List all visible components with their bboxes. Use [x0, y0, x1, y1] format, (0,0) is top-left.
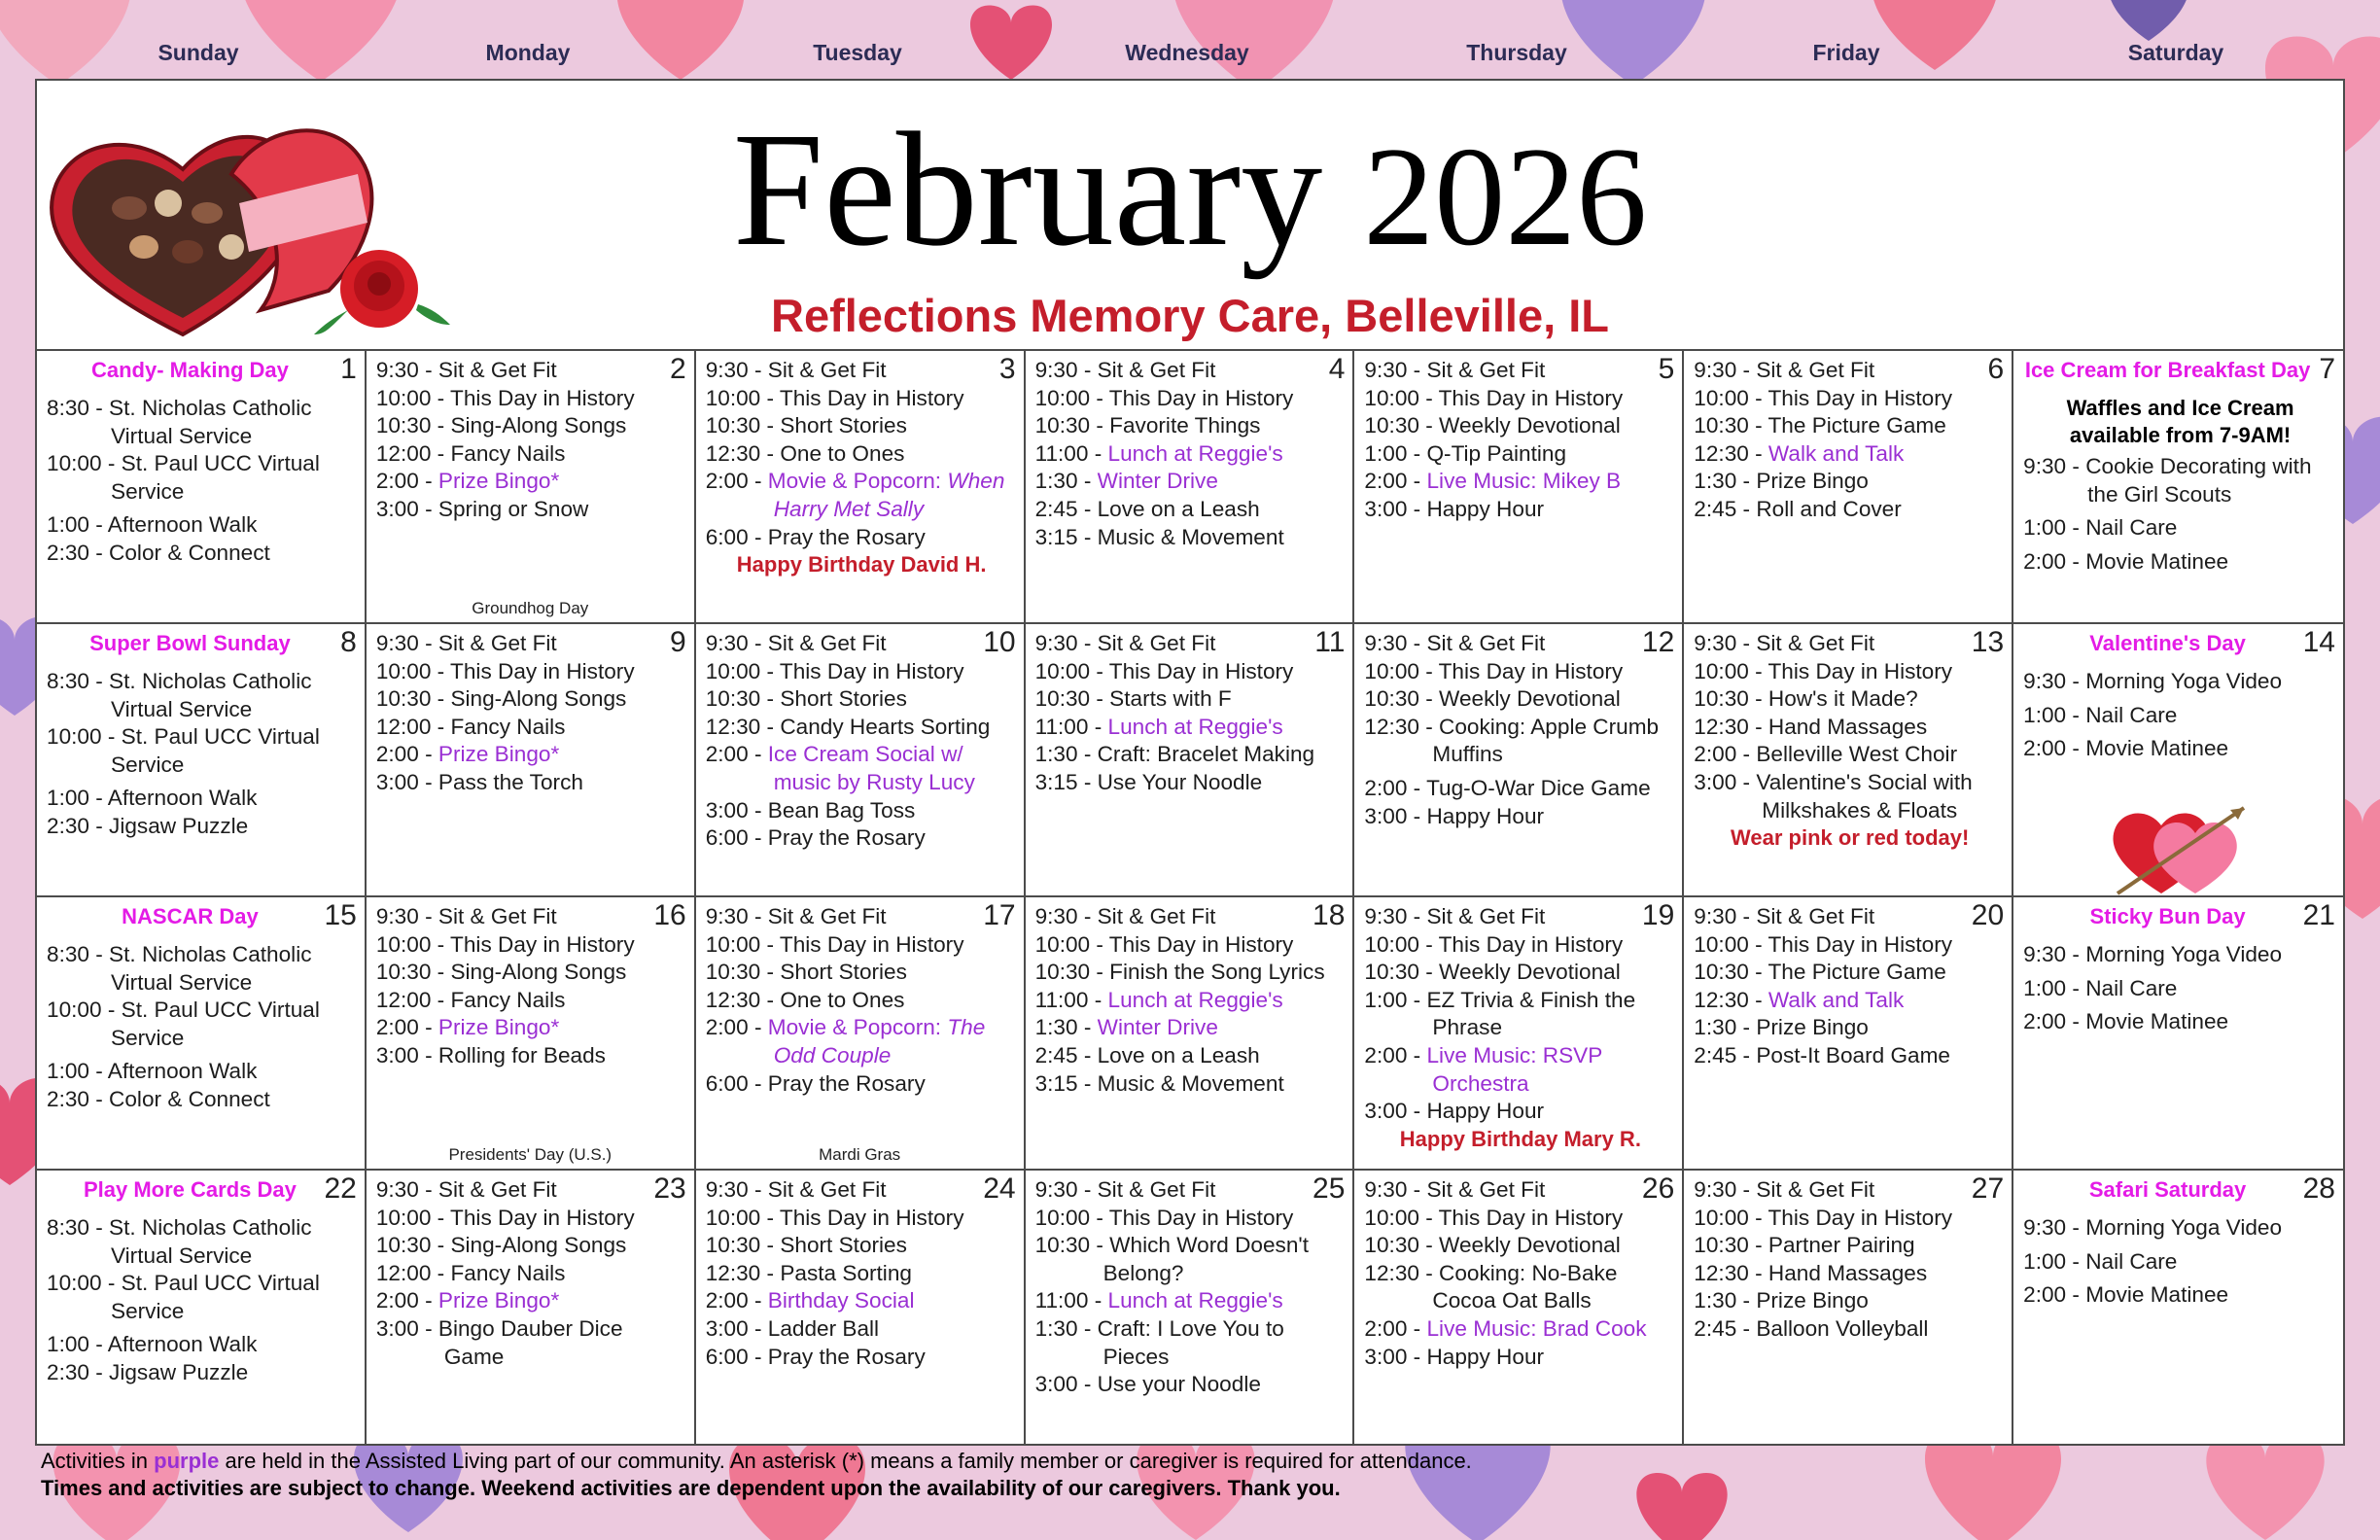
activity: 1:00 - Nail Care [2023, 1248, 2178, 1274]
day-cell [367, 624, 696, 897]
observance-label: Mardi Gras [819, 1145, 901, 1164]
activity: 1:30 - Craft: Bracelet Making [1034, 742, 1315, 767]
activity: 12:30 - Walk and Talk [1694, 987, 1905, 1012]
day-cell [37, 624, 367, 897]
activity: 2:30 - Jigsaw Puzzle [47, 813, 249, 838]
activity: 9:30 - Sit & Get Fit [1694, 631, 1875, 655]
activity: 1:00 - Nail Care [2023, 702, 2178, 727]
activity: 10:00 - This Day in History [1694, 385, 1953, 410]
activity: 10:30 - Favorite Things [1034, 413, 1261, 438]
calendar-grid [37, 351, 2343, 1444]
assisted-living-activity: Walk and Talk [1768, 987, 1905, 1012]
day-cell [37, 1171, 367, 1444]
activity: 10:30 - Short Stories [705, 960, 907, 985]
activity: 6:00 - Pray the Rosary [705, 825, 926, 851]
activity: 11:00 - Lunch at Reggie's [1034, 1288, 1283, 1313]
activity: 10:30 - Which Word Doesn't Belong? [1034, 1233, 1309, 1285]
activity: 1:30 - Prize Bingo [1694, 1015, 1869, 1040]
activity: 1:30 - Winter Drive [1034, 1015, 1218, 1040]
activity: 9:30 - Sit & Get Fit [1034, 631, 1216, 655]
assisted-living-activity: Winter Drive [1097, 469, 1218, 494]
activity: 1:00 - Afternoon Walk [47, 512, 258, 538]
activity: 6:00 - Pray the Rosary [705, 1344, 926, 1369]
community-name: Reflections Memory Care, Belleville, IL [771, 290, 1609, 341]
observance-label: Groundhog Day [472, 599, 589, 617]
assisted-living-activity: Birthday Social [767, 1288, 915, 1313]
activity: 10:30 - Finish the Song Lyrics [1034, 960, 1325, 985]
activity: 9:30 - Cookie Decorating with the Girl Scouts [2023, 454, 2312, 507]
activity: 3:00 - Happy Hour [1364, 803, 1545, 828]
activity: 2:00 - Birthday Social [705, 1288, 915, 1313]
day-theme: Play More Cards Day [83, 1177, 297, 1202]
activity: 10:30 - How's it Made? [1694, 686, 1918, 712]
day-number: 13 [1971, 626, 2005, 658]
footer-line-2: Times and activities are subject to change. Weekend activities are dependent upon the availability of our caregivers. Thank you. [41, 1476, 1341, 1500]
activity: 9:30 - Sit & Get Fit [705, 358, 887, 382]
activity: 2:00 - Tug-O-War Dice Game [1364, 775, 1651, 800]
assisted-living-activity: Prize Bingo* [438, 742, 560, 767]
activity: 9:30 - Morning Yoga Video [2023, 942, 2283, 966]
activity: 12:30 - One to Ones [705, 987, 905, 1012]
weekday-header: Wednesday [1125, 40, 1249, 65]
activity: 10:00 - This Day in History [1694, 931, 1953, 957]
activity: 1:30 - Prize Bingo [1694, 1288, 1869, 1313]
day-cell [1354, 624, 1684, 897]
activity: 2:45 - Post-It Board Game [1694, 1042, 1950, 1068]
activity: 1:00 - Afternoon Walk [47, 1059, 258, 1084]
day-number: 14 [2302, 626, 2335, 658]
day-cell [1354, 351, 1684, 624]
activity: 2:00 - Movie Matinee [2023, 736, 2229, 761]
activity: 3:15 - Use Your Noodle [1034, 769, 1263, 794]
day-number: 9 [670, 626, 686, 658]
activity: 2:00 - Belleville West Choir [1694, 742, 1958, 767]
activity: 10:00 - This Day in History [1034, 385, 1294, 410]
activity: 3:15 - Music & Movement [1034, 524, 1284, 549]
activity: 8:30 - St. Nicholas Catholic Virtual Service [47, 669, 312, 721]
day-number: 6 [1987, 353, 2005, 385]
activity: 9:30 - Sit & Get Fit [375, 1177, 557, 1202]
activity: 10:00 - This Day in History [1364, 658, 1624, 683]
activity: 9:30 - Sit & Get Fit [1364, 1177, 1546, 1202]
activity: 1:00 - Afternoon Walk [47, 1332, 258, 1357]
year: 2026 [1363, 118, 1648, 275]
footer-line-1: Activities in purple are held in the Assisted Living part of our community. An asterisk (*) means a family member or caregiver is required for attendance. [41, 1449, 1472, 1473]
assisted-living-activity: Lunch at Reggie's [1107, 1288, 1283, 1313]
activity: 3:00 - Spring or Snow [375, 496, 589, 521]
activity: 2:30 - Color & Connect [47, 1086, 270, 1111]
activity: 10:30 - Weekly Devotional [1364, 960, 1621, 985]
activity: 2:00 - Live Music: Brad Cook [1364, 1315, 1647, 1341]
footer-notes [41, 1448, 2355, 1502]
assisted-living-activity: Prize Bingo* [438, 469, 560, 494]
activity: 10:00 - This Day in History [1694, 658, 1953, 683]
activity: 10:00 - St. Paul UCC Virtual Service [47, 998, 320, 1050]
activity: 6:00 - Pray the Rosary [705, 524, 926, 549]
day-number: 28 [2302, 1172, 2335, 1205]
activity: 9:30 - Sit & Get Fit [1694, 358, 1875, 382]
assisted-living-activity: Lunch at Reggie's [1107, 987, 1283, 1012]
activity: 9:30 - Sit & Get Fit [375, 358, 557, 382]
day-number: 26 [1641, 1172, 1675, 1205]
activity: 1:00 - Q-Tip Painting [1364, 440, 1567, 466]
day-number: 1 [340, 353, 357, 385]
activity: 9:30 - Sit & Get Fit [1034, 358, 1216, 382]
day-number: 16 [653, 899, 686, 931]
activity: 3:00 - Happy Hour [1364, 1099, 1545, 1124]
purple-legend: purple [154, 1449, 220, 1473]
activity: 12:00 - Fancy Nails [375, 440, 566, 466]
activity: 12:00 - Fancy Nails [375, 987, 566, 1012]
calendar-panel [35, 79, 2345, 1446]
activity: 9:30 - Sit & Get Fit [1364, 904, 1546, 928]
day-number: 15 [324, 899, 357, 931]
assisted-living-activity: Movie & Popcorn: [767, 1015, 948, 1040]
activity: 12:00 - Fancy Nails [375, 714, 566, 739]
day-number: 17 [983, 899, 1016, 931]
activity: 10:30 - Sing-Along Songs [375, 960, 627, 985]
activity: 12:30 - Pasta Sorting [705, 1260, 912, 1285]
activity: 1:30 - Prize Bingo [1694, 469, 1869, 494]
day-highlight: Happy Birthday David H. [736, 552, 987, 578]
activity: 11:00 - Lunch at Reggie's [1034, 440, 1283, 466]
activity: 3:00 - Happy Hour [1364, 1344, 1545, 1369]
activity: 10:30 - Short Stories [705, 413, 907, 438]
activity: 9:30 - Sit & Get Fit [1694, 1177, 1875, 1202]
day-cell [696, 897, 1026, 1171]
activity: 10:30 - Sing-Along Songs [375, 413, 627, 438]
day-theme: Safari Saturday [2088, 1177, 2247, 1202]
activity: 8:30 - St. Nicholas Catholic Virtual Service [47, 1215, 312, 1268]
activity: 2:45 - Love on a Leash [1034, 496, 1260, 521]
assisted-living-activity: Lunch at Reggie's [1107, 440, 1283, 466]
activity: 10:00 - This Day in History [1034, 931, 1294, 957]
activity: 2:00 - Prize Bingo* [375, 469, 560, 494]
day-cell [1026, 1171, 1355, 1444]
activity: 12:30 - One to Ones [705, 440, 905, 466]
activity: 10:00 - This Day in History [705, 385, 964, 410]
activity: 2:30 - Color & Connect [47, 540, 270, 565]
weekday-header: Monday [485, 40, 571, 65]
activity: 10:30 - Weekly Devotional [1364, 1233, 1621, 1258]
activity: 2:45 - Balloon Volleyball [1694, 1315, 1929, 1341]
activity: 2:00 - Movie Matinee [2023, 548, 2229, 574]
activity: 3:00 - Happy Hour [1364, 496, 1545, 521]
day-number: 4 [1328, 353, 1346, 385]
activity: 10:00 - This Day in History [1364, 1205, 1624, 1230]
activity: 10:00 - This Day in History [1694, 1205, 1953, 1230]
weekday-header: Friday [1812, 40, 1880, 65]
day-number: 12 [1641, 626, 1675, 658]
assisted-living-activity: Ice Cream Social w/ music by Rusty Lucy [767, 742, 975, 794]
activity: 9:30 - Sit & Get Fit [375, 904, 557, 928]
activity: 8:30 - St. Nicholas Catholic Virtual Service [47, 942, 312, 995]
activity: 2:00 - Prize Bingo* [375, 742, 560, 767]
activity: 10:30 - Short Stories [705, 686, 907, 712]
activity: 10:00 - This Day in History [705, 931, 964, 957]
activity: 3:00 - Bingo Dauber Dice Game [375, 1315, 623, 1369]
activity: 2:00 - Prize Bingo* [375, 1288, 560, 1313]
activity: 10:00 - This Day in History [375, 931, 635, 957]
day-number: 20 [1971, 899, 2005, 931]
assisted-living-activity: Prize Bingo* [438, 1015, 560, 1040]
activity: 10:00 - This Day in History [1364, 931, 1624, 957]
day-highlight: Wear pink or red today! [1731, 825, 1970, 851]
activity: 9:30 - Sit & Get Fit [1034, 904, 1216, 928]
activity: 2:30 - Jigsaw Puzzle [47, 1359, 249, 1384]
activity: 1:30 - Winter Drive [1034, 469, 1218, 494]
activity: 2:45 - Love on a Leash [1034, 1042, 1260, 1068]
activity: 3:00 - Use your Noodle [1034, 1372, 1261, 1397]
day-cell [696, 351, 1026, 624]
day-cell [1026, 351, 1355, 624]
activity: 9:30 - Morning Yoga Video [2023, 1215, 2283, 1240]
day-cell [1354, 897, 1684, 1171]
activity: 9:30 - Sit & Get Fit [1694, 904, 1875, 928]
activity: 8:30 - St. Nicholas Catholic Virtual Service [47, 396, 312, 448]
activity: 10:00 - This Day in History [1034, 658, 1294, 683]
activity: 10:30 - Sing-Along Songs [375, 686, 627, 712]
assisted-living-activity: Winter Drive [1097, 1015, 1218, 1040]
activity: 10:30 - Weekly Devotional [1364, 686, 1621, 712]
day-number: 24 [983, 1172, 1016, 1205]
activity: 10:00 - This Day in History [1034, 1205, 1294, 1230]
day-cell [37, 897, 367, 1171]
activity: 6:00 - Pray the Rosary [705, 1070, 926, 1096]
day-cell [1684, 897, 2013, 1171]
activity: 1:00 - EZ Trivia & Finish the Phrase [1364, 987, 1636, 1040]
activity: 3:00 - Ladder Ball [705, 1315, 880, 1341]
title-area [37, 81, 2343, 351]
activity: 2:45 - Roll and Cover [1694, 496, 1902, 521]
activity: 2:00 - Ice Cream Social w/ music by Rusty Lucy [705, 742, 975, 794]
activity: 12:30 - Walk and Talk [1694, 440, 1905, 466]
activity: 3:00 - Bean Bag Toss [705, 797, 916, 822]
activity: 10:00 - St. Paul UCC Virtual Service [47, 1271, 320, 1323]
activity: 3:15 - Music & Movement [1034, 1070, 1284, 1096]
day-number: 7 [2319, 353, 2335, 385]
day-theme: NASCAR Day [122, 904, 259, 928]
activity: 12:30 - Candy Hearts Sorting [705, 714, 991, 739]
page-title [37, 99, 2343, 284]
day-cell [367, 897, 696, 1171]
activity: 10:30 - Partner Pairing [1694, 1233, 1915, 1258]
activity: 1:00 - Nail Care [2023, 975, 2178, 1000]
activity: 9:30 - Morning Yoga Video [2023, 669, 2283, 693]
activity: 10:00 - St. Paul UCC Virtual Service [47, 724, 320, 777]
activity: 3:00 - Valentine's Social with Milkshakes & Floats [1694, 769, 1973, 822]
activity: 12:30 - Cooking: No-Bake Cocoa Oat Balls [1364, 1260, 1618, 1313]
day-cell [2013, 897, 2343, 1171]
activity: 2:00 - Movie Matinee [2023, 1282, 2229, 1308]
activity: 10:30 - Starts with F [1034, 686, 1232, 712]
activity: 9:30 - Sit & Get Fit [1364, 358, 1546, 382]
day-cell [1354, 1171, 1684, 1444]
assisted-living-activity: Movie & Popcorn: [767, 469, 948, 494]
weekday-header: Saturday [2127, 40, 2224, 65]
activity: 10:00 - This Day in History [375, 385, 635, 410]
movie-title: The Odd Couple [773, 1015, 986, 1068]
activity: 1:00 - Afternoon Walk [47, 786, 258, 811]
activity: 3:00 - Rolling for Beads [375, 1042, 606, 1068]
activity: 10:30 - The Picture Game [1694, 960, 1946, 985]
day-number: 19 [1641, 899, 1675, 931]
day-theme: Super Bowl Sunday [89, 631, 291, 655]
day-cell [367, 351, 696, 624]
activity: 2:00 - Live Music: RSVP Orchestra [1364, 1042, 1602, 1096]
day-cell [696, 1171, 1026, 1444]
day-number: 8 [340, 626, 357, 658]
day-highlight: Happy Birthday Mary R. [1399, 1126, 1641, 1151]
activity: 2:00 - Movie & Popcorn: When Harry Met Sally [705, 469, 1005, 521]
day-cell [1684, 1171, 2013, 1444]
activity: 12:00 - Fancy Nails [375, 1260, 566, 1285]
activity: 9:30 - Sit & Get Fit [375, 631, 557, 655]
activity: 10:30 - The Picture Game [1694, 413, 1946, 438]
day-theme: Ice Cream for Breakfast Day [2024, 358, 2311, 382]
activity: 1:30 - Craft: I Love You to Pieces [1034, 1315, 1284, 1369]
day-cell [1026, 897, 1355, 1171]
assisted-living-activity: Lunch at Reggie's [1107, 714, 1283, 739]
activity: 12:30 - Cooking: Apple Crumb Muffins [1364, 714, 1660, 767]
activity: 2:00 - Live Music: Mikey B [1364, 469, 1622, 494]
activity: 2:00 - Movie & Popcorn: The Odd Couple [705, 1015, 986, 1068]
activity: 9:30 - Sit & Get Fit [1034, 1177, 1216, 1202]
activity: 10:00 - This Day in History [705, 1205, 964, 1230]
activity: 10:30 - Weekly Devotional [1364, 413, 1621, 438]
day-cell [2013, 624, 2343, 897]
activity: 10:00 - This Day in History [375, 658, 635, 683]
activity: 2:00 - Movie Matinee [2023, 1009, 2229, 1034]
activity: 12:30 - Hand Massages [1694, 714, 1928, 739]
activity: 3:00 - Pass the Torch [375, 769, 583, 794]
activity: 9:30 - Sit & Get Fit [705, 1177, 887, 1202]
day-cell [2013, 351, 2343, 624]
activity: 11:00 - Lunch at Reggie's [1034, 714, 1283, 739]
day-theme: Sticky Bun Day [2089, 904, 2246, 928]
hearts-arrow-icon [2108, 796, 2254, 897]
activity: 10:00 - St. Paul UCC Virtual Service [47, 451, 320, 504]
observance-label: Presidents' Day (U.S.) [448, 1145, 612, 1164]
day-number: 10 [983, 626, 1016, 658]
day-number: 2 [670, 353, 686, 385]
activity: 2:00 - Prize Bingo* [375, 1015, 560, 1040]
activity: 10:30 - Sing-Along Songs [375, 1233, 627, 1258]
day-cell [1026, 624, 1355, 897]
assisted-living-activity: Live Music: Brad Cook [1426, 1315, 1647, 1341]
day-number: 23 [653, 1172, 686, 1205]
activity: 9:30 - Sit & Get Fit [1364, 631, 1546, 655]
day-cell [367, 1171, 696, 1444]
weekday-header: Sunday [158, 40, 239, 65]
activity: 10:00 - This Day in History [1364, 385, 1624, 410]
assisted-living-activity: Live Music: RSVP Orchestra [1426, 1042, 1602, 1096]
activity: 12:30 - Hand Massages [1694, 1260, 1928, 1285]
assisted-living-activity: Live Music: Mikey B [1426, 469, 1622, 494]
activity: 11:00 - Lunch at Reggie's [1034, 987, 1283, 1012]
day-announcement: Waffles and Ice Cream available from 7-9AM! [2066, 396, 2294, 447]
day-cell [1684, 351, 2013, 624]
month-name: February [732, 99, 1323, 280]
activity: 1:00 - Nail Care [2023, 515, 2178, 541]
assisted-living-activity: Prize Bingo* [438, 1288, 560, 1313]
assisted-living-activity: Walk and Talk [1768, 440, 1905, 466]
day-cell [1684, 624, 2013, 897]
day-cell [2013, 1171, 2343, 1444]
weekday-header: Tuesday [813, 40, 902, 65]
weekday-header: Thursday [1466, 40, 1567, 65]
day-number: 18 [1312, 899, 1346, 931]
activity: 10:30 - Short Stories [705, 1233, 907, 1258]
activity: 10:00 - This Day in History [705, 658, 964, 683]
activity: 9:30 - Sit & Get Fit [705, 904, 887, 928]
day-theme: Candy- Making Day [90, 358, 289, 382]
activity: 9:30 - Sit & Get Fit [705, 631, 887, 655]
day-number: 3 [998, 353, 1016, 385]
day-number: 27 [1971, 1172, 2005, 1205]
day-number: 25 [1312, 1172, 1346, 1205]
day-theme: Valentine's Day [2089, 631, 2246, 655]
day-number: 11 [1314, 626, 1346, 658]
day-number: 22 [324, 1172, 357, 1205]
day-number: 21 [2302, 899, 2335, 931]
day-cell [696, 624, 1026, 897]
day-number: 5 [1658, 353, 1675, 385]
day-cell [37, 351, 367, 624]
movie-title: When Harry Met Sally [773, 469, 1005, 521]
activity: 10:00 - This Day in History [375, 1205, 635, 1230]
